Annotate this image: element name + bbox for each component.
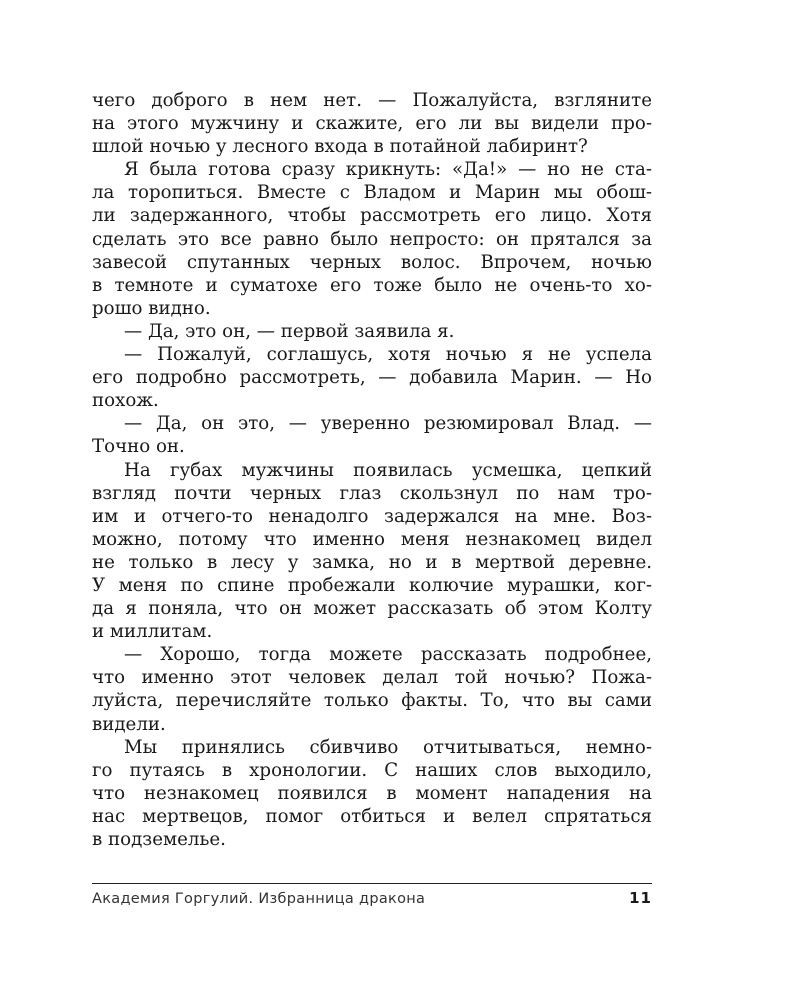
text-line: что именно этот человек делал той ночью? Пожа- <box>92 667 652 689</box>
text-line: можно, потому что именно меня незнакомец видел <box>92 528 652 550</box>
running-footer-title: Академия Горгулий. Избранница дракона <box>92 891 426 907</box>
page-number: 11 <box>629 889 652 907</box>
text-line: да я поняла, что он может рассказать об этом Колту <box>92 598 652 620</box>
text-line: — Хорошо, тогда можете рассказать подробнее, <box>124 644 652 666</box>
text-line: На губах мужчины появилась усмешка, цепкий <box>124 459 652 481</box>
text-line: Мы принялись сбивчиво отчитываться, немно- <box>124 736 652 758</box>
text-line: — Пожалуй, соглашусь, хотя ночью я не успела <box>124 344 652 366</box>
text-line: чего доброго в нем нет. — Пожалуйста, взгляните <box>92 90 652 111</box>
body-text <box>92 89 652 851</box>
text-line: в темноте и суматохе его тоже было не очень-то хо- <box>92 274 652 296</box>
text-line: — Да, он это, — уверенно резюмировал Влад. — <box>124 413 652 435</box>
text-line: им и отчего-то ненадолго задержался на мне. Воз- <box>92 505 652 527</box>
text-line: взгляд почти черных глаз скользнул по нам тро- <box>92 482 652 504</box>
text-line: нас мертвецов, помог отбиться и велел спрятаться <box>92 805 652 827</box>
text-line: не только в лесу у замка, но и в мертвой деревне. <box>92 551 652 573</box>
text-line: У меня по спине пробежали колючие мурашки, ког- <box>92 574 652 596</box>
text-line: го путаясь в хронологии. С наших слов выходило, <box>92 759 652 781</box>
text-line: рошо видно. <box>92 297 211 319</box>
text-line: завесой спутанных черных волос. Впрочем, ночью <box>92 251 652 273</box>
footer-divider <box>92 883 652 884</box>
text-line: на этого мужчину и скажите, его ли вы видели про- <box>92 113 652 135</box>
text-line: видели. <box>92 713 166 735</box>
text-line: ла торопиться. Вместе с Владом и Марин мы обош- <box>92 182 652 204</box>
text-line: что незнакомец появился в момент нападения на <box>92 782 652 804</box>
text-line: — Да, это он, — первой заявила я. <box>124 320 455 342</box>
text-line: и миллитам. <box>92 621 213 643</box>
text-line: его подробно рассмотреть, — добавила Марин. — Но <box>92 367 652 389</box>
text-line: Точно он. <box>92 436 185 458</box>
text-line: похож. <box>92 390 159 412</box>
text-line: ли задержанного, чтобы рассмотреть его лицо. Хотя <box>92 205 652 227</box>
text-line: Я была готова сразу крикнуть: «Да!» — но не ста- <box>124 159 652 181</box>
text-line: в подземелье. <box>92 829 226 850</box>
text-line: шлой ночью у лесного входа в потайной лабиринт? <box>92 136 588 158</box>
text-line: сделать это все равно было непросто: он прятался за <box>92 228 652 250</box>
text-line: луйста, перечисляйте только факты. То, что вы сами <box>92 690 652 712</box>
